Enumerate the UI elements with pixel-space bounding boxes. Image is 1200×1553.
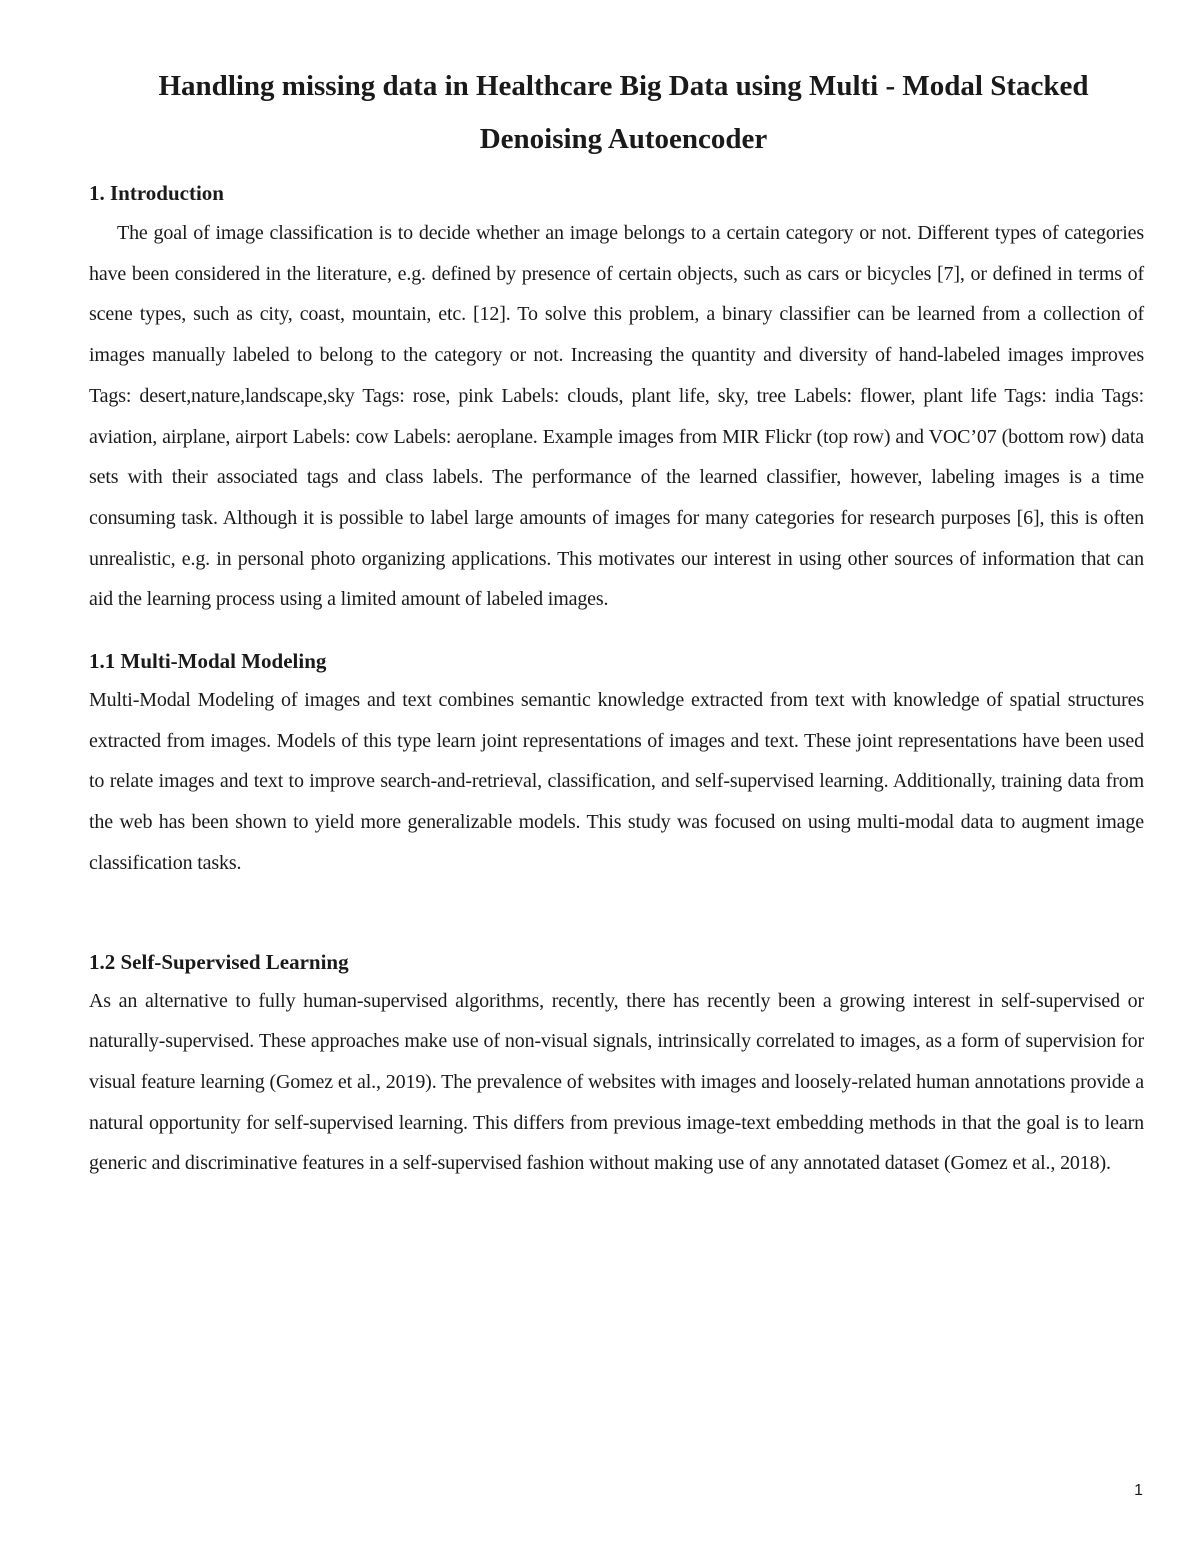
- paragraph-multimodal-modeling: Multi-Modal Modeling of images and text combines semantic knowledge extracted from text with knowledge of spatial structures extracted from images. Models of this type learn joint representations of images and text. These joint representations have been used to relate images and text to improve search-and-retrieval, classification, and self-supervised learning. Additionally, training data from the web has been shown to yield more generalizable models. This study was focused on using multi-modal data to augment image classification tasks.: [89, 689, 1144, 874]
- section-heading-self-supervised-learning: 1.2 Self-Supervised Learning: [89, 949, 349, 974]
- paragraph-introduction: The goal of image classification is to decide whether an image belongs to a certain category or not. Different types of categories have been considered in the literature, e.g. defined by presence of certain objects, such as cars or bicycles [7], or defined in terms of scene types, such as city, coast, mountain, etc. [12]. To solve this problem, a binary classifier can be learned from a collection of images manually labeled to belong to the category or not. Increasing the quantity and diversity of hand-labeled images improves Tags: desert,nature,landscape,sky Tags: rose, pink Labels: clouds, plant life, sky, tree Labels: flower, plant life Tags: india Tags: aviation, airplane, airport Labels: cow Labels: aeroplane. Example images from MIR Flickr (top row) and VOC’07 (bottom row) data sets with their associated tags and class labels. The performance of the learned classifier, however, labeling images is a time consuming task. Although it is possible to label large amounts of images for many categories for research purposes [6], this is often unrealistic, e.g. in personal photo organizing applications. This motivates our interest in using other sources of information that can aid the learning process using a limited amount of labeled images.: [89, 222, 1144, 611]
- section-heading-introduction: 1. Introduction: [89, 181, 224, 205]
- title-line-2: Denoising Autoencoder: [479, 123, 768, 155]
- paragraph-self-supervised-learning: As an alternative to fully human-supervised algorithms, recently, there has recently been a growing interest in self-supervised or naturally-supervised. These approaches make use of non-visual signals, intrinsically correlated to images, as a form of supervision for visual feature learning (Gomez et al., 2019). The prevalence of websites with images and loosely-related human annotations provide a natural opportunity for self-supervised learning. This differs from previous image-text embedding methods in that the goal is to learn generic and discriminative features in a self-supervised fashion without making use of any annotated dataset (Gomez et al., 2018).: [89, 989, 1144, 1175]
- document-title: [89, 60, 1144, 166]
- document-page: [89, 60, 1144, 1184]
- page-number: 1: [1134, 1482, 1143, 1499]
- section-heading-multimodal-modeling: 1.1 Multi-Modal Modeling: [89, 649, 327, 674]
- title-line-1: Handling missing data in Healthcare Big Data using Multi - Modal Stacked: [158, 70, 1089, 102]
